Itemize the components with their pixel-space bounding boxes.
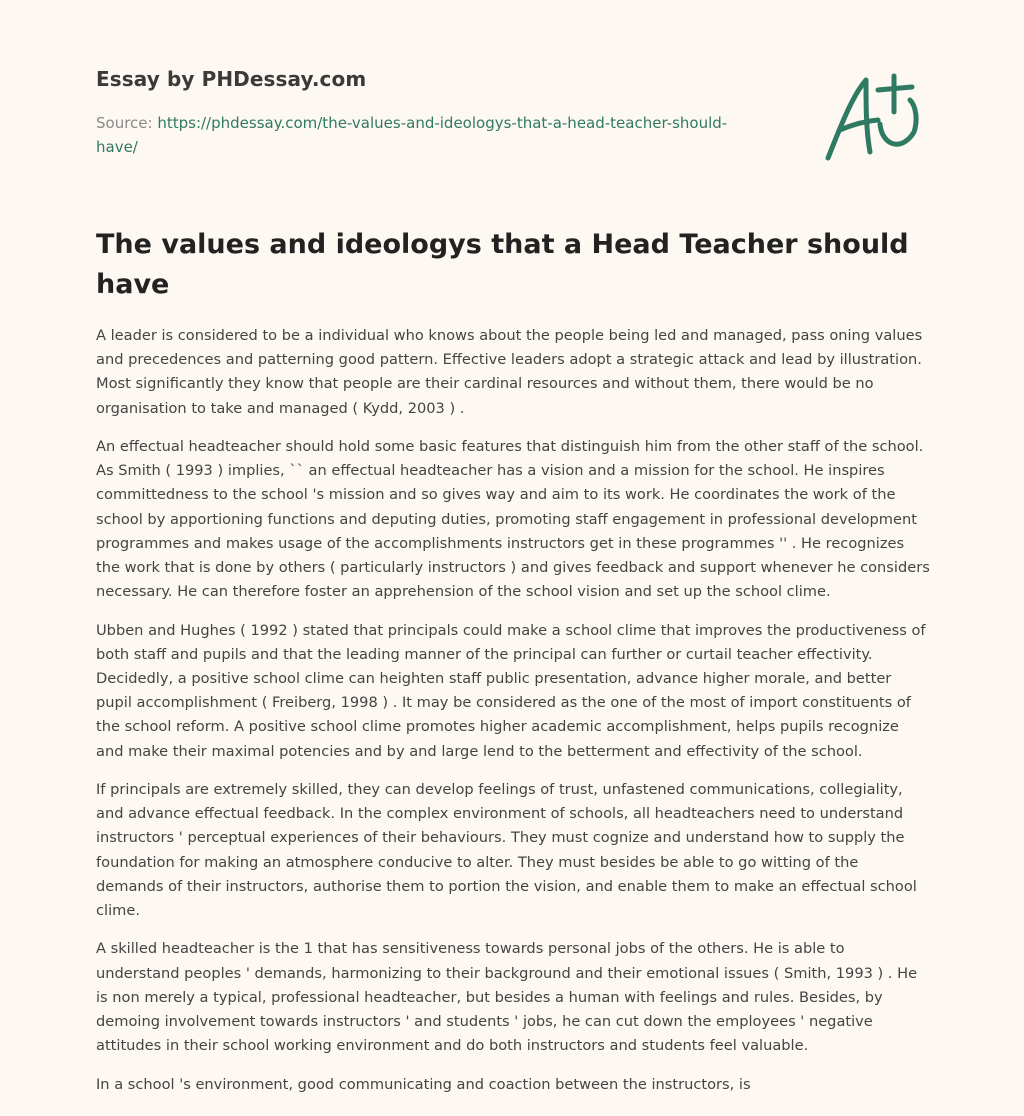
essay-title: The values and ideologys that a Head Teacher should have bbox=[96, 229, 909, 300]
paragraph: If principals are extremely skilled, they can develop feelings of trust, unfastened communications, collegiality, and advance effectual feedback. In the complex environment of schools, all headteachers need to understand instructors ' perceptual experiences of their behaviours. They must cognize and understand how to supply the foundation for making an atmosphere conducive to alter. They must besides be able to go witting of the demands of their instructors, authorise them to portion the vision, and enable them to make an effectual school clime. bbox=[96, 781, 917, 920]
paragraph: A leader is considered to be a individual who knows about the people being led and managed, pass oning values and precedences and patterning good pattern. Effective leaders adopt a strategic attack and lead by illustration. Most significantly they know that people are their cardinal resources and without them, there would be no organisation to take and managed ( Kydd, 2003 ) . bbox=[96, 327, 923, 417]
essay-page bbox=[96, 0, 930, 1116]
paragraph: A skilled headteacher is the 1 that has sensitiveness towards personal jobs of the others. He is able to understand peoples ' demands, harmonizing to their background and their emotional issues ( Smith, 1993 ) . He is non merely a typical, professional headteacher, but besides a human with feelings and rules. Besides, by demoing involvement towards instructors ' and students ' jobs, he can cut down the employees ' negative attitudes in their school working environment and do both instructors and students feel valuable. bbox=[96, 940, 918, 1055]
paragraph: Ubben and Hughes ( 1992 ) stated that principals could make a school clime that improves the productiveness of both staff and pupils and that the leading manner of the principal can further or curtail teacher effectivity. Decidedly, a positive school clime can heighten staff public presentation, advance higher morale, and better pupil accomplishment ( Freiberg, 1998 ) . It may be considered as the one of the most of import constituents of the school reform. A positive school clime promotes higher academic accomplishment, helps pupils recognize and make their maximal potencies and by and large lend to the betterment and effectivity of the school. bbox=[96, 621, 926, 760]
paragraph: In a school 's environment, good communicating and coaction between the instructors, is bbox=[96, 1075, 751, 1093]
site-title: Essay by PHDessay.com bbox=[96, 67, 367, 91]
a-plus-grade-icon bbox=[820, 66, 930, 166]
source-link[interactable]: https://phdessay.com/the-values-and-ideologys-that-a-head-teacher-should-have/ bbox=[96, 114, 728, 156]
essay-body bbox=[96, 324, 930, 1111]
source-line bbox=[96, 111, 756, 159]
source-label: Source: bbox=[96, 114, 158, 132]
paragraph: An effectual headteacher should hold some basic features that distinguish him from the other staff of the school. As Smith ( 1993 ) implies, `` an effectual headteacher has a vision and a mission for the school. He inspires committedness to the school 's mission and so gives way and aim to its work. He coordinates the work of the school by apportioning functions and deputing duties, promoting staff engagement in professional development programmes and makes usage of the accomplishments instructors get in these programmes '' . He recognizes the work that is done by others ( particularly instructors ) and gives feedback and support whenever he considers necessary. He can therefore foster an apprehension of the school vision and set up the school clime. bbox=[96, 438, 930, 601]
